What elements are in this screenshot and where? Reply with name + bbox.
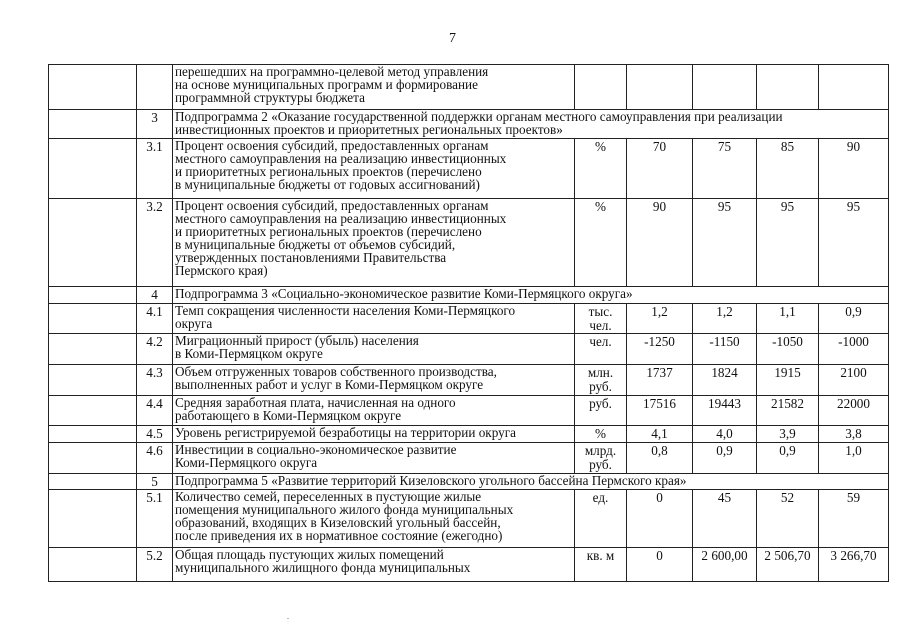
value-cell-3: 2 506,70	[757, 548, 819, 582]
row-number: 4.1	[137, 304, 173, 334]
row-number: 4	[137, 287, 173, 304]
row-number: 5	[137, 474, 173, 490]
value-cell-1: 1,2	[627, 304, 693, 334]
unit-cell: кв. м	[575, 548, 627, 582]
row-number: 4.6	[137, 443, 173, 474]
indicator-name: Миграционный прирост (убыль) населения в Коми-Пермяцком округе	[173, 334, 575, 365]
value-cell-3: 3,9	[757, 426, 819, 443]
value-cell-1: 70	[627, 139, 693, 199]
indicator-name: Процент освоения субсидий, предоставленных органам местного самоуправления на реализацию инвестиционных и приоритетных региональных проектов (перечислено в муниципальные бюджеты от годовых ассигнований)	[173, 139, 575, 199]
table-row	[49, 199, 889, 287]
table-row	[49, 304, 889, 334]
scan-speck	[287, 618, 289, 619]
table-row	[49, 334, 889, 365]
value-cell-1: 0	[627, 548, 693, 582]
section-row	[49, 110, 889, 139]
row-number: 3.2	[137, 199, 173, 287]
margin-cell	[49, 199, 137, 287]
indicator-name: Уровень регистрируемой безработицы на территории округа	[173, 426, 575, 443]
row-number: 3	[137, 110, 173, 139]
row-number: 3.1	[137, 139, 173, 199]
margin-cell	[49, 474, 137, 490]
table-row	[49, 365, 889, 396]
table-row	[49, 490, 889, 548]
unit-cell: чел.	[575, 334, 627, 365]
indicator-name: Общая площадь пустующих жилых помещений муниципального жилищного фонда муниципальных	[173, 548, 575, 582]
margin-cell	[49, 365, 137, 396]
indicators-table	[48, 64, 889, 582]
margin-cell	[49, 334, 137, 365]
unit-cell: тыс. чел.	[575, 304, 627, 334]
margin-cell	[49, 443, 137, 474]
unit-cell: %	[575, 139, 627, 199]
row-number: 5.1	[137, 490, 173, 548]
unit-cell: руб.	[575, 396, 627, 426]
margin-cell	[49, 110, 137, 139]
value-cell-4: 0,9	[819, 304, 889, 334]
value-cell-1: 0	[627, 490, 693, 548]
unit-cell: млн. руб.	[575, 365, 627, 396]
value-cell-4	[819, 65, 889, 110]
value-cell-2: 19443	[693, 396, 757, 426]
value-cell-3: 95	[757, 199, 819, 287]
row-number: 4.2	[137, 334, 173, 365]
section-row	[49, 474, 889, 490]
row-number: 4.3	[137, 365, 173, 396]
indicator-name: перешедших на программно-целевой метод управления на основе муниципальных программ и формирование программной структуры бюджета	[173, 65, 575, 110]
value-cell-3: -1050	[757, 334, 819, 365]
subprogram-title: Подпрограмма 2 «Оказание государственной поддержки органам местного самоуправления при реализации инвестиционных проектов и приоритетных региональных проектов»	[173, 110, 889, 139]
indicator-name: Инвестиции в социально-экономическое развитие Коми-Пермяцкого округа	[173, 443, 575, 474]
margin-cell	[49, 65, 137, 110]
table-row	[49, 548, 889, 582]
row-number	[137, 65, 173, 110]
value-cell-3	[757, 65, 819, 110]
value-cell-2: 4,0	[693, 426, 757, 443]
value-cell-3: 52	[757, 490, 819, 548]
value-cell-2: 75	[693, 139, 757, 199]
value-cell-3: 1915	[757, 365, 819, 396]
value-cell-4: 90	[819, 139, 889, 199]
value-cell-3: 21582	[757, 396, 819, 426]
margin-cell	[49, 139, 137, 199]
value-cell-2: 1,2	[693, 304, 757, 334]
value-cell-1	[627, 65, 693, 110]
row-number: 4.5	[137, 426, 173, 443]
value-cell-2: 1824	[693, 365, 757, 396]
value-cell-2: 45	[693, 490, 757, 548]
value-cell-3: 1,1	[757, 304, 819, 334]
indicator-name: Средняя заработная плата, начисленная на одного работающего в Коми-Пермяцком округе	[173, 396, 575, 426]
indicator-name: Объем отгруженных товаров собственного производства, выполненных работ и услуг в Коми-Пермяцком округе	[173, 365, 575, 396]
row-number: 5.2	[137, 548, 173, 582]
unit-cell: %	[575, 199, 627, 287]
table-row	[49, 426, 889, 443]
value-cell-4: 3,8	[819, 426, 889, 443]
table-row	[49, 396, 889, 426]
value-cell-2: 2 600,00	[693, 548, 757, 582]
value-cell-1: 4,1	[627, 426, 693, 443]
value-cell-4: -1000	[819, 334, 889, 365]
value-cell-1: 90	[627, 199, 693, 287]
unit-cell: ед.	[575, 490, 627, 548]
value-cell-2: 95	[693, 199, 757, 287]
table-row	[49, 65, 889, 110]
margin-cell	[49, 304, 137, 334]
value-cell-3: 85	[757, 139, 819, 199]
value-cell-1: 0,8	[627, 443, 693, 474]
section-row	[49, 287, 889, 304]
margin-cell	[49, 548, 137, 582]
page-number: 7	[449, 31, 456, 46]
value-cell-4: 1,0	[819, 443, 889, 474]
unit-cell: млрд. руб.	[575, 443, 627, 474]
value-cell-1: -1250	[627, 334, 693, 365]
table-row	[49, 139, 889, 199]
indicator-name: Темп сокращения численности населения Коми-Пермяцкого округа	[173, 304, 575, 334]
table-row	[49, 443, 889, 474]
unit-cell: %	[575, 426, 627, 443]
value-cell-4: 22000	[819, 396, 889, 426]
indicator-name: Количество семей, переселенных в пустующие жилые помещения муниципального жилого фонда муниципальных образований, входящих в Кизеловский угольный бассейн, после приведения их в нормативное состояние (ежегодно)	[173, 490, 575, 548]
margin-cell	[49, 287, 137, 304]
indicator-name: Процент освоения субсидий, предоставленных органам местного самоуправления на реализацию инвестиционных и приоритетных региональных проектов (перечислено в муниципальные бюджеты от объемов субсидий, утвержденных постановлениями Правительства Пермского края)	[173, 199, 575, 287]
value-cell-2: -1150	[693, 334, 757, 365]
margin-cell	[49, 426, 137, 443]
value-cell-3: 0,9	[757, 443, 819, 474]
margin-cell	[49, 490, 137, 548]
value-cell-2	[693, 65, 757, 110]
unit-cell	[575, 65, 627, 110]
value-cell-4: 2100	[819, 365, 889, 396]
value-cell-4: 95	[819, 199, 889, 287]
value-cell-2: 0,9	[693, 443, 757, 474]
value-cell-1: 17516	[627, 396, 693, 426]
margin-cell	[49, 396, 137, 426]
value-cell-4: 59	[819, 490, 889, 548]
value-cell-1: 1737	[627, 365, 693, 396]
subprogram-title: Подпрограмма 3 «Социально-экономическое развитие Коми-Пермяцкого округа»	[173, 287, 889, 304]
row-number: 4.4	[137, 396, 173, 426]
subprogram-title: Подпрограмма 5 «Развитие территорий Кизеловского угольного бассейна Пермского края»	[173, 474, 889, 490]
value-cell-4: 3 266,70	[819, 548, 889, 582]
